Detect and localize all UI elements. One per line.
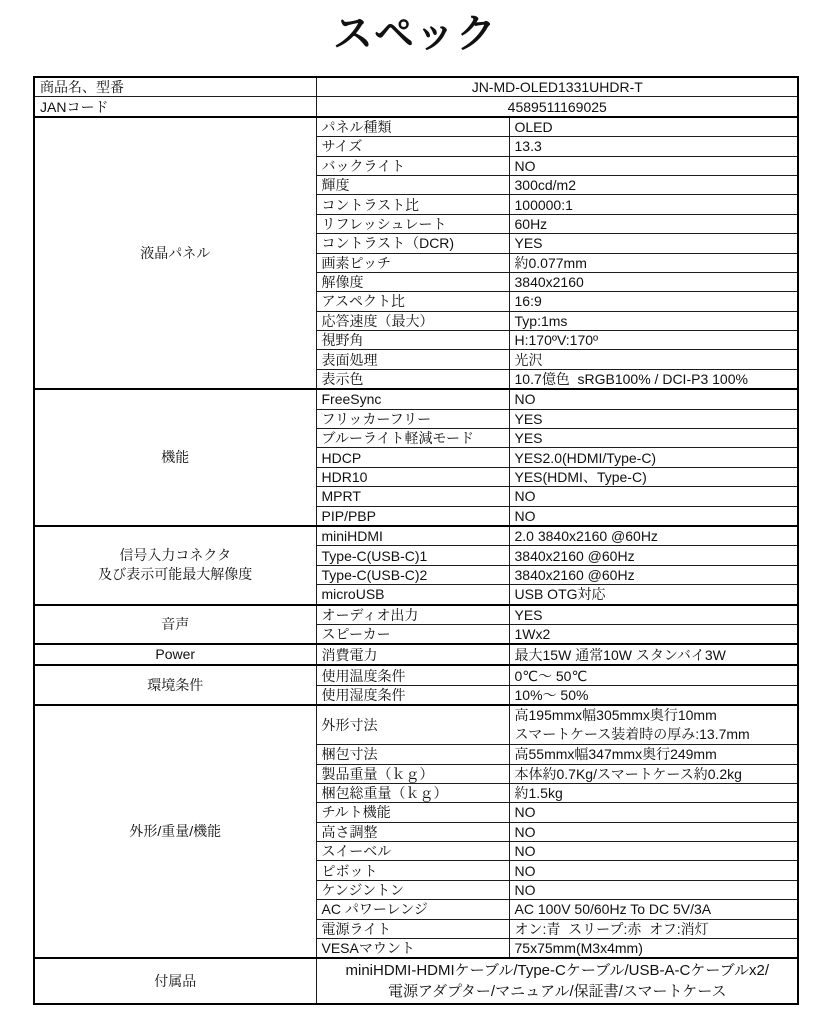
category-cell-line: 及び表示可能最大解像度 bbox=[98, 566, 253, 583]
page-title: スペック bbox=[333, 12, 497, 56]
category-cell bbox=[34, 665, 316, 705]
label-cell: Type-C(USB-C)1 bbox=[316, 546, 509, 565]
label-cell: 解像度 bbox=[316, 272, 509, 291]
label-cell: FreeSync bbox=[316, 389, 509, 409]
value-cell-line: 高195mmx幅305mmx奥行10mm bbox=[514, 707, 717, 724]
value-cell: 本体約0.7Kg/スマートケース約0.2kg bbox=[509, 764, 798, 783]
label-cell: 使用温度条件 bbox=[316, 665, 509, 685]
label-cell: スイーベル bbox=[316, 842, 509, 861]
label-cell: サイズ bbox=[316, 137, 509, 156]
label-cell: HDR10 bbox=[316, 467, 509, 486]
category-cell bbox=[34, 526, 316, 605]
label-cell: miniHDMI bbox=[316, 526, 509, 546]
label-cell: microUSB bbox=[316, 585, 509, 605]
category-cell-line: Power bbox=[155, 646, 196, 663]
table-row bbox=[34, 705, 798, 745]
label-cell: ケンジントン bbox=[316, 880, 509, 899]
value-cell: NO bbox=[509, 822, 798, 841]
label-cell: 応答速度（最大） bbox=[316, 311, 509, 330]
label-cell: スピーカー bbox=[316, 624, 509, 644]
label-cell: Type-C(USB-C)2 bbox=[316, 565, 509, 584]
label-cell: パネル種類 bbox=[316, 117, 509, 137]
label-cell: 表示色 bbox=[316, 369, 509, 389]
header-value-cell: JN-MD-OLED1331UHDR-T bbox=[316, 77, 798, 97]
label-cell: 視野角 bbox=[316, 331, 509, 350]
label-cell: PIP/PBP bbox=[316, 506, 509, 526]
value-cell: 3840x2160 bbox=[509, 272, 798, 291]
value-cell: 13.3 bbox=[509, 137, 798, 156]
value-cell: YES bbox=[509, 429, 798, 448]
category-cell-line: 外形/重量/機能 bbox=[129, 823, 222, 840]
label-cell: コントラスト（DCR) bbox=[316, 234, 509, 253]
value-cell: NO bbox=[509, 842, 798, 861]
value-cell-line: スマートケース装着時の厚み:13.7mm bbox=[514, 726, 750, 743]
label-cell: 画素ピッチ bbox=[316, 253, 509, 272]
value-cell: 最大15W 通常10W スタンバイ3W bbox=[509, 644, 798, 665]
table-row bbox=[34, 77, 798, 97]
value-cell: 300cd/m2 bbox=[509, 175, 798, 194]
value-cell bbox=[316, 958, 798, 1004]
label-cell: 輝度 bbox=[316, 175, 509, 194]
value-cell: OLED bbox=[509, 117, 798, 137]
table-row bbox=[34, 389, 798, 409]
spec-table bbox=[33, 76, 799, 1005]
spec-table-body bbox=[34, 77, 798, 1004]
table-row bbox=[34, 117, 798, 137]
table-row bbox=[34, 605, 798, 625]
value-cell: NO bbox=[509, 506, 798, 526]
label-cell: MPRT bbox=[316, 487, 509, 506]
value-cell: H:170ºV:170º bbox=[509, 331, 798, 350]
value-cell: 75x75mm(M3x4mm) bbox=[509, 939, 798, 959]
value-cell: YES(HDMI、Type-C) bbox=[509, 467, 798, 486]
value-cell: 2.0 3840x2160 @60Hz bbox=[509, 526, 798, 546]
value-cell: YES2.0(HDMI/Type-C) bbox=[509, 448, 798, 467]
table-row bbox=[34, 644, 798, 665]
label-cell: コントラスト比 bbox=[316, 195, 509, 214]
label-cell: アスペクト比 bbox=[316, 292, 509, 311]
label-cell: 電源ライト bbox=[316, 919, 509, 938]
value-cell: USB OTG対応 bbox=[509, 585, 798, 605]
category-cell bbox=[34, 705, 316, 958]
category-cell-line: 信号入力コネクタ bbox=[119, 547, 232, 564]
category-cell-line: 付属品 bbox=[154, 972, 197, 989]
category-cell bbox=[34, 958, 316, 1004]
value-cell: 約0.077mm bbox=[509, 253, 798, 272]
label-cell: VESAマウント bbox=[316, 939, 509, 959]
value-cell: 60Hz bbox=[509, 214, 798, 233]
value-cell: NO bbox=[509, 389, 798, 409]
value-cell: Typ:1ms bbox=[509, 311, 798, 330]
table-row bbox=[34, 97, 798, 117]
table-row bbox=[34, 665, 798, 685]
category-cell-line: 液晶パネル bbox=[140, 244, 211, 261]
value-cell-line: miniHDMI-HDMIケーブル/Type-Cケーブル/USB-A-Cケーブルx2/ bbox=[345, 962, 769, 980]
value-cell: 100000:1 bbox=[509, 195, 798, 214]
category-cell bbox=[34, 605, 316, 645]
label-cell: リフレッシュレート bbox=[316, 214, 509, 233]
table-row bbox=[34, 526, 798, 546]
category-cell-line: 環境条件 bbox=[147, 676, 204, 693]
value-cell: 高55mmx幅347mmx奥行249mm bbox=[509, 745, 798, 764]
value-cell: 10%～ 50% bbox=[509, 685, 798, 705]
value-cell: NO bbox=[509, 861, 798, 880]
value-cell: YES bbox=[509, 409, 798, 428]
label-cell: 製品重量（ｋｇ） bbox=[316, 764, 509, 783]
value-cell: 1Wx2 bbox=[509, 624, 798, 644]
value-cell: 0℃～ 50℃ bbox=[509, 665, 798, 685]
table-row bbox=[34, 958, 798, 1004]
value-cell: 16:9 bbox=[509, 292, 798, 311]
value-cell: 約1.5kg bbox=[509, 783, 798, 802]
value-cell: YES bbox=[509, 605, 798, 625]
value-cell: NO bbox=[509, 487, 798, 506]
label-cell: ピボット bbox=[316, 861, 509, 880]
label-cell: 梱包総重量（ｋｇ） bbox=[316, 783, 509, 802]
label-cell: ブルーライト軽減モード bbox=[316, 429, 509, 448]
category-cell-line: 機能 bbox=[161, 449, 190, 466]
label-cell: 梱包寸法 bbox=[316, 745, 509, 764]
label-cell: HDCP bbox=[316, 448, 509, 467]
category-cell bbox=[34, 117, 316, 389]
category-cell bbox=[34, 644, 316, 665]
label-cell: チルト機能 bbox=[316, 803, 509, 822]
value-cell-line: 電源アダプター/マニュアル/保証書/スマートケース bbox=[388, 983, 727, 1001]
label-cell: バックライト bbox=[316, 156, 509, 175]
value-cell: 3840x2160 @60Hz bbox=[509, 565, 798, 584]
value-cell: 3840x2160 @60Hz bbox=[509, 546, 798, 565]
label-cell: 高さ調整 bbox=[316, 822, 509, 841]
label-cell: AC パワーレンジ bbox=[316, 900, 509, 919]
value-cell: 10.7億色 sRGB100% / DCI-P3 100% bbox=[509, 369, 798, 389]
label-cell: 消費電力 bbox=[316, 644, 509, 665]
value-cell: AC 100V 50/60Hz To DC 5V/3A bbox=[509, 900, 798, 919]
value-cell bbox=[509, 705, 798, 745]
value-cell: 光沢 bbox=[509, 350, 798, 369]
value-cell: NO bbox=[509, 156, 798, 175]
value-cell: NO bbox=[509, 880, 798, 899]
header-label-cell: JANコード bbox=[34, 97, 316, 117]
label-cell: オーディオ出力 bbox=[316, 605, 509, 625]
category-cell-line: 音声 bbox=[161, 615, 190, 632]
header-value-cell: 4589511169025 bbox=[316, 97, 798, 117]
value-cell: YES bbox=[509, 234, 798, 253]
category-cell bbox=[34, 389, 316, 526]
label-cell: 外形寸法 bbox=[316, 705, 509, 745]
value-cell: オン:青 スリープ:赤 オフ:消灯 bbox=[509, 919, 798, 938]
label-cell: フリッカーフリー bbox=[316, 409, 509, 428]
value-cell: NO bbox=[509, 803, 798, 822]
header-label-cell: 商品名、型番 bbox=[34, 77, 316, 97]
label-cell: 使用湿度条件 bbox=[316, 685, 509, 705]
label-cell: 表面処理 bbox=[316, 350, 509, 369]
